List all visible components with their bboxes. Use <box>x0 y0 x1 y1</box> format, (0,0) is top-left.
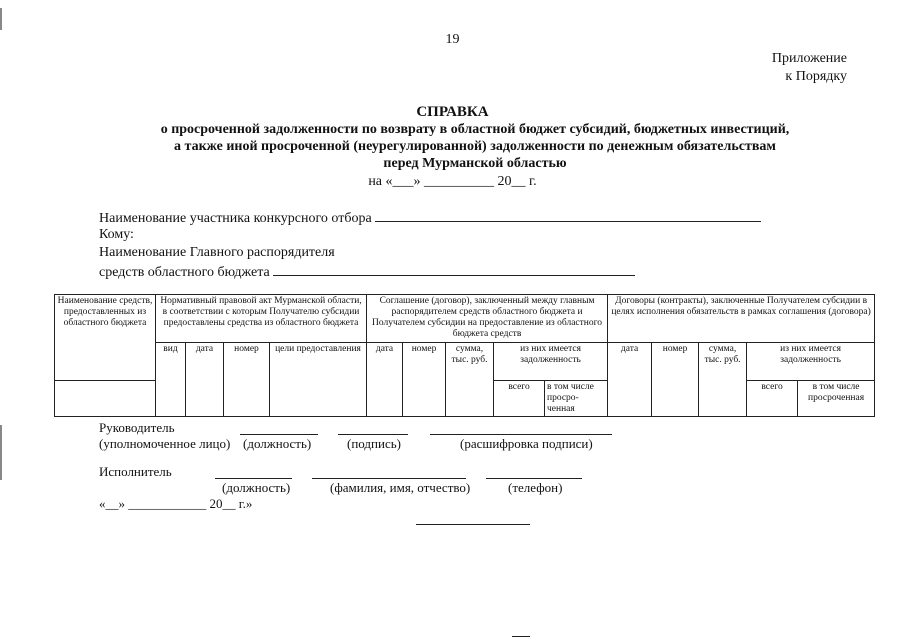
head-position-blank <box>240 434 318 435</box>
end-divider <box>416 524 530 525</box>
group-agreement-header: Соглашение (договор), заключенный между главным распорядителем средств областного бюджета и Получателем субсидии на предоставление из областного бюджета средств <box>367 295 608 343</box>
report-date-line: на «___» __________ 20__ г. <box>368 174 537 189</box>
participant-blank <box>375 208 761 222</box>
head-signature-blank <box>338 434 408 435</box>
appendix-note <box>772 50 847 86</box>
executor-phone-caption: (телефон) <box>508 480 563 495</box>
document-subtitle <box>90 121 860 172</box>
participant-field <box>99 208 761 228</box>
main-manager-field <box>99 262 635 282</box>
head-position-caption: (должность) <box>243 436 312 451</box>
head-decryption-blank <box>430 434 612 435</box>
act-purpose-header: цели предоставления <box>270 343 367 417</box>
contract-debt-header: из них имеется задолженность <box>747 343 875 381</box>
act-date-header: дата <box>186 343 224 417</box>
agreement-overdue-header: в том числе просро-ченная <box>545 381 608 417</box>
act-type-header: вид <box>156 343 186 417</box>
contract-number-header: номер <box>652 343 699 417</box>
contract-sum-header: сумма, тыс. руб. <box>699 343 747 417</box>
contract-date-header: дата <box>608 343 652 417</box>
head-sub-label: (уполномоченное лицо) <box>99 436 231 451</box>
agreement-number-header: номер <box>403 343 446 417</box>
agreement-total-header: всего <box>494 381 545 417</box>
head-decryption-caption: (расшифровка подписи) <box>460 436 593 451</box>
participant-label: Наименование участника конкурсного отбора <box>99 211 372 226</box>
col-funds-header: Наименование средств, предоставленных из областного бюджета <box>55 295 156 381</box>
main-manager-label-1: Наименование Главного распорядителя <box>99 245 335 260</box>
scan-edge-mark-bottom <box>0 425 2 480</box>
main-manager-blank <box>273 262 635 276</box>
scan-edge-mark-top <box>0 8 2 30</box>
recipient-label: Кому: <box>99 227 134 242</box>
executor-label: Исполнитель <box>99 464 172 479</box>
bottom-mark <box>512 636 530 637</box>
head-label: Руководитель <box>99 420 175 435</box>
agreement-date-header: дата <box>367 343 403 417</box>
executor-position-blank <box>215 478 292 479</box>
appendix-line-1: Приложение <box>771 51 847 66</box>
act-number-header: номер <box>224 343 270 417</box>
agreement-sum-header: сумма, тыс. руб. <box>446 343 494 417</box>
subtitle-line-1: о просроченной задолженности по возврату в областной бюджет субсидий, бюджетных инвестиций, <box>160 122 790 137</box>
subtitle-line-3: перед Мурманской областью <box>383 156 567 171</box>
signature-date-line: «__» ____________ 20__ г.» <box>99 496 253 511</box>
group-contracts-header: Договоры (контракты), заключенные Получателем субсидии в целях исполнения обязательств в рамках соглашения (договора) <box>608 295 875 343</box>
funds-cell-empty <box>55 381 156 417</box>
head-signature-caption: (подпись) <box>347 436 401 451</box>
page-number: 19 <box>445 32 460 47</box>
subtitle-line-2: а также иной просроченной (неурегулированной) задолженности по денежным обязательствам <box>174 139 776 154</box>
appendix-line-2: к Порядку <box>785 69 847 84</box>
agreement-debt-header: из них имеется задолженность <box>494 343 608 381</box>
main-manager-label-2: средств областного бюджета <box>99 265 270 280</box>
contract-total-header: всего <box>747 381 798 417</box>
contract-overdue-header: в том числе просроченная <box>798 381 875 417</box>
group-act-header: Нормативный правовой акт Мурманской области, в соответствии с которым Получателю субсидии предоставлены средства из областного бюджета <box>156 295 367 343</box>
executor-fio-caption: (фамилия, имя, отчество) <box>330 480 471 495</box>
document-title: СПРАВКА <box>416 104 489 120</box>
executor-position-caption: (должность) <box>222 480 291 495</box>
executor-fio-blank <box>312 478 466 479</box>
debt-table <box>54 294 875 417</box>
executor-phone-blank <box>486 478 582 479</box>
